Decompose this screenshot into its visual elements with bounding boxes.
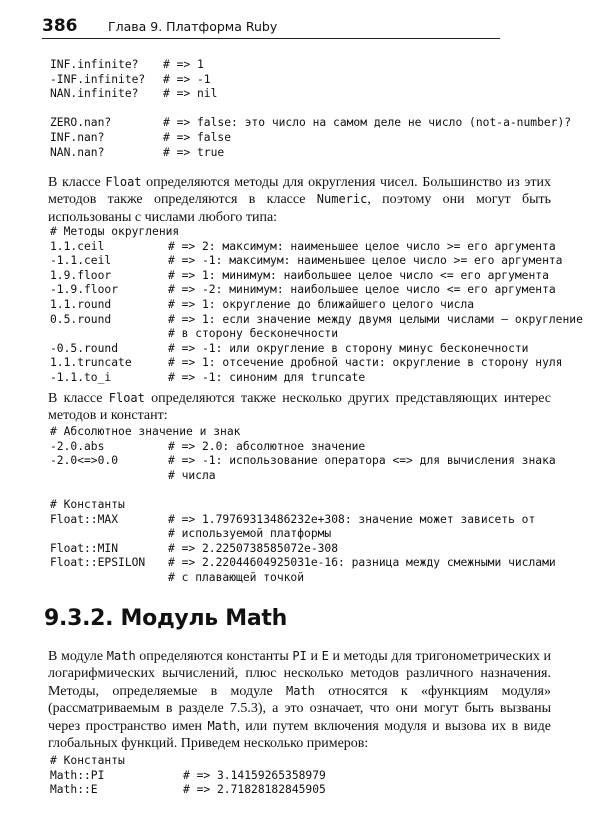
code-comment: # => 1: минимум: наибольшее целое число <= его аргумента [168, 268, 549, 282]
code-line [50, 58, 204, 73]
code-text: -1.1.ceil [50, 254, 112, 268]
code-comment: # => -1: максимум: наименьшее целое число >= его аргумента [168, 254, 563, 268]
code-text: # Константы [50, 497, 125, 511]
code-text: INF.nan? [50, 130, 105, 144]
code-text: Float::EPSILON [50, 556, 146, 570]
code-text: INF.infinite? [50, 58, 139, 71]
code-comment: # => -1: синоним для truncate [168, 370, 366, 384]
code-comment: # => 1 [163, 58, 204, 71]
page-number: 386 [42, 16, 78, 36]
code-text: # Методы округления [50, 225, 180, 238]
code-comment: # => 2.22044604925031e-16: разница между смежными числами [168, 556, 556, 570]
code-comment: # => 2.2250738585072e-308 [168, 541, 339, 555]
code-line [50, 312, 583, 328]
code-comment: # => 1: если значение между двумя целыми числами – округление [168, 312, 583, 326]
text-run: определяются методы для округления чисел. Большинство из этих методов также определяются в классе [48, 175, 551, 208]
code-line [50, 356, 563, 371]
code-block-rounding [50, 225, 583, 386]
code-text: Float::MAX [50, 512, 119, 526]
code-line [50, 72, 211, 88]
text-run: , или путем включения модуля и вызова их в виде глобальных функций. Приведем несколько примеров: [48, 718, 552, 752]
code-comment: # => 1.79769313486232e+308: значение может зависеть от [168, 512, 536, 526]
code-line [50, 370, 366, 386]
code-text: -1.1.to_i [50, 370, 112, 384]
text-run: относятся к «функциям модуля» (рассматриваемым в разделе 7.5.3), а это означает, что они могут быть вызваны через пространство имен [48, 683, 551, 734]
code-text: 1.1.ceil [50, 239, 105, 253]
code-block-infinite-nan [50, 58, 572, 160]
code-line [50, 527, 332, 542]
text-run: определяются также несколько других представляющих интерес методов и констант: [48, 391, 551, 424]
code-line [50, 254, 563, 269]
code-line [50, 268, 549, 284]
inline-code: Float [108, 391, 145, 405]
code-line [50, 327, 339, 342]
code-comment: # => nil [163, 87, 218, 101]
code-comment: # => -2: минимум: наибольшее целое число <= его аргумента [168, 283, 556, 297]
code-comment: # числа [168, 468, 216, 482]
code-text: 1.1.round [50, 297, 112, 311]
paragraph-other-methods [48, 390, 551, 425]
code-line [50, 556, 556, 571]
code-comment: # => false: это число на самом деле не число (not-a-number)? [163, 116, 572, 130]
paragraph-math-module [48, 648, 551, 752]
code-line [50, 283, 556, 298]
text-run: и [306, 649, 322, 664]
paragraph-rounding-intro [48, 174, 551, 226]
code-comment: # => 2: максимум: наименьшее целое число >= его аргумента [168, 239, 556, 253]
code-text: 0.5.round [50, 312, 112, 326]
code-line [50, 439, 366, 455]
code-line [50, 297, 475, 313]
code-comment: # => 2.0: абсолютное значение [168, 439, 366, 453]
code-comment: # => false [163, 130, 232, 144]
inline-code: Math [286, 683, 315, 698]
code-comment: # => 2.71828182845905 [183, 783, 326, 797]
code-line [50, 225, 179, 240]
code-text: NAN.infinite? [50, 87, 139, 101]
code-comment: # => 1: отсечение дробной части: округление в сторону нуля [168, 356, 563, 370]
code-comment: # => 1: округление до ближайшего целого числа [168, 297, 475, 311]
code-line [50, 341, 529, 357]
code-text: 1.9.floor [50, 268, 112, 282]
inline-code: E [321, 649, 329, 663]
code-comment: # => true [163, 145, 225, 159]
code-text: -2.0<=>0.0 [50, 454, 119, 468]
code-comment: # используемой платформы [168, 527, 332, 541]
section-heading: 9.3.2. Модуль Math [44, 606, 287, 631]
code-text: # Константы [50, 754, 125, 767]
code-text: Float::MIN [50, 541, 119, 555]
code-block-constants [50, 425, 556, 586]
text-run: В модуле [48, 649, 107, 664]
inline-code: Math [207, 718, 237, 733]
code-text: -INF.infinite? [50, 72, 146, 86]
code-text: NAN.nan? [50, 145, 105, 159]
code-line [50, 469, 240, 484]
code-comment: # => 3.14159265358979 [183, 768, 326, 782]
text-run: В классе [48, 175, 106, 190]
inline-code: PI [292, 649, 307, 663]
code-line [50, 102, 145, 117]
code-comment: # с плавающей точкой [168, 570, 305, 584]
inline-code: Numeric [316, 192, 368, 207]
code-text: # Абсолютное значение и знак [50, 425, 241, 438]
code-line [50, 425, 240, 440]
code-text: Math::PI [50, 768, 105, 782]
text-run: В классе [48, 391, 109, 406]
code-text: -1.9.floor [50, 283, 119, 297]
code-text: ZERO.nan? [50, 116, 112, 130]
code-line [50, 768, 326, 784]
inline-code: Float [105, 175, 142, 189]
code-line [50, 754, 125, 769]
code-comment: # в сторону бесконечности [168, 327, 339, 341]
text-run: и методы для тригонометрических и логарифмических вычислений, плюс несколько методов различного назначения. Методы, определяемые в модуле [48, 649, 551, 699]
code-text: 1.1.truncate [50, 356, 132, 370]
code-line [50, 570, 305, 586]
code-line [50, 483, 240, 498]
code-block-math-constants [50, 754, 326, 798]
code-text: -2.0.abs [50, 439, 105, 453]
code-comment: # => -1: использование оператора <=> для вычисления знака [168, 454, 556, 468]
chapter-title: Глава 9. Платформа Ruby [108, 19, 278, 34]
code-comment: # => -1 [163, 72, 211, 86]
code-comment: # => -1: или округление в сторону минус бесконечности [168, 341, 529, 355]
page-header [42, 14, 500, 39]
code-line [50, 116, 572, 131]
code-line [50, 145, 225, 161]
code-text: Math::E [50, 783, 98, 797]
code-line [50, 498, 240, 513]
code-line [50, 783, 326, 798]
text-run: определяются константы [135, 649, 293, 664]
code-line [50, 130, 232, 146]
text-run: , поэтому они могут быть использованы с числами любого типа: [48, 192, 551, 225]
code-line [50, 454, 556, 469]
code-line [50, 239, 556, 255]
code-line [50, 541, 339, 557]
code-line [50, 512, 536, 528]
inline-code: Math [106, 649, 136, 663]
code-line [50, 87, 218, 102]
code-text: -0.5.round [50, 341, 119, 355]
